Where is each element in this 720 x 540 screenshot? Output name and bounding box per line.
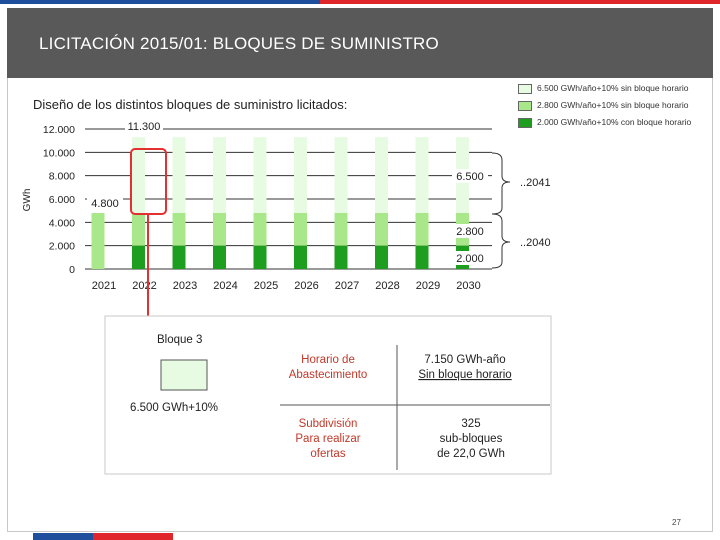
slide-title: LICITACIÓN 2015/01: BLOQUES DE SUMINISTRO [39,34,439,53]
bar-segment [416,137,429,213]
block-3-title: Bloque 3 [157,334,203,346]
bar-segment [254,213,267,246]
bottom-brand-bar [33,533,173,540]
bar-segment [173,137,186,213]
bar-segment [294,213,307,246]
y-tick-label: 4.000 [48,217,75,230]
block-3-sample [161,360,207,390]
annotation-block-b: 2.800 [456,226,484,238]
y-tick-label: 2.000 [48,240,75,253]
annotation-block-a: 6.500 [456,171,484,183]
legend-label: 2.800 GWh/año+10% sin bloque horario [537,100,689,110]
bar-segment [375,246,388,269]
brace-label-2040: ..2040 [520,237,551,249]
bar-segment [375,213,388,246]
x-tick-label: 2028 [375,280,400,292]
x-tick-label: 2026 [294,280,319,292]
bar-segment [416,246,429,269]
row1-value: 7.150 GWh-año Sin bloque horario [418,354,512,381]
bar-segment [132,213,145,246]
y-tick-label: 0 [69,264,75,276]
annotation-block-c: 2.000 [456,253,484,265]
bar-segment [254,246,267,269]
bar-segment [416,213,429,246]
end-year-a: 2041 [526,177,551,189]
brace-block-a [492,153,510,214]
bar-segment [335,137,348,213]
page-number: 27 [672,518,681,527]
bar-segment [335,246,348,269]
brace-label-2041: ..2041 [520,177,551,189]
bar-segment [335,213,348,246]
y-tick-label: 8.000 [48,170,75,183]
x-tick-label: 2021 [91,280,117,292]
x-tick-label: 2027 [334,280,360,292]
y-tick-label: 12.000 [42,124,75,136]
x-tick-label: 2029 [415,280,441,292]
bar-segment [173,213,186,246]
y-axis-label: GWh [22,188,33,212]
block-3-amount: 6.500 GWh+10% [130,402,218,414]
bar-segment [213,213,226,246]
x-tick-label: 2025 [253,280,279,292]
brace-block-bc [492,214,510,268]
y-tick-label: 10.000 [42,147,75,160]
bar-segment [294,137,307,213]
slide-subtitle: Diseño de los distintos bloques de suministro licitados: [33,97,348,112]
bar-segment [173,246,186,269]
annotation-first-year: 4.800 [91,198,119,210]
end-year-b: 2040 [526,237,551,249]
bar-segment [92,213,105,269]
bar-segment [213,137,226,213]
bar-segment [254,137,267,213]
x-tick-label: 2022 [132,280,157,292]
bar-segment [132,246,145,269]
bar-segment [213,246,226,269]
y-tick-label: 6.000 [48,194,75,206]
x-tick-label: 2030 [456,280,481,292]
row2-value: 325 sub-bloques de 22,0 GWh [437,418,505,460]
x-tick-label: 2024 [213,280,238,292]
annotation-total: 11.300 [127,121,161,133]
bar-segment [375,137,388,213]
row1-label: Horario de Abastecimiento [288,354,368,381]
x-tick-label: 2023 [172,280,198,292]
row2-label: Subdivisión Para realizar ofertas [295,418,361,460]
legend-label: 6.500 GWh/año+10% sin bloque horario [537,83,689,93]
bar-segment [294,246,307,269]
legend-label: 2.000 GWh/año+10% con bloque horario [537,117,692,127]
